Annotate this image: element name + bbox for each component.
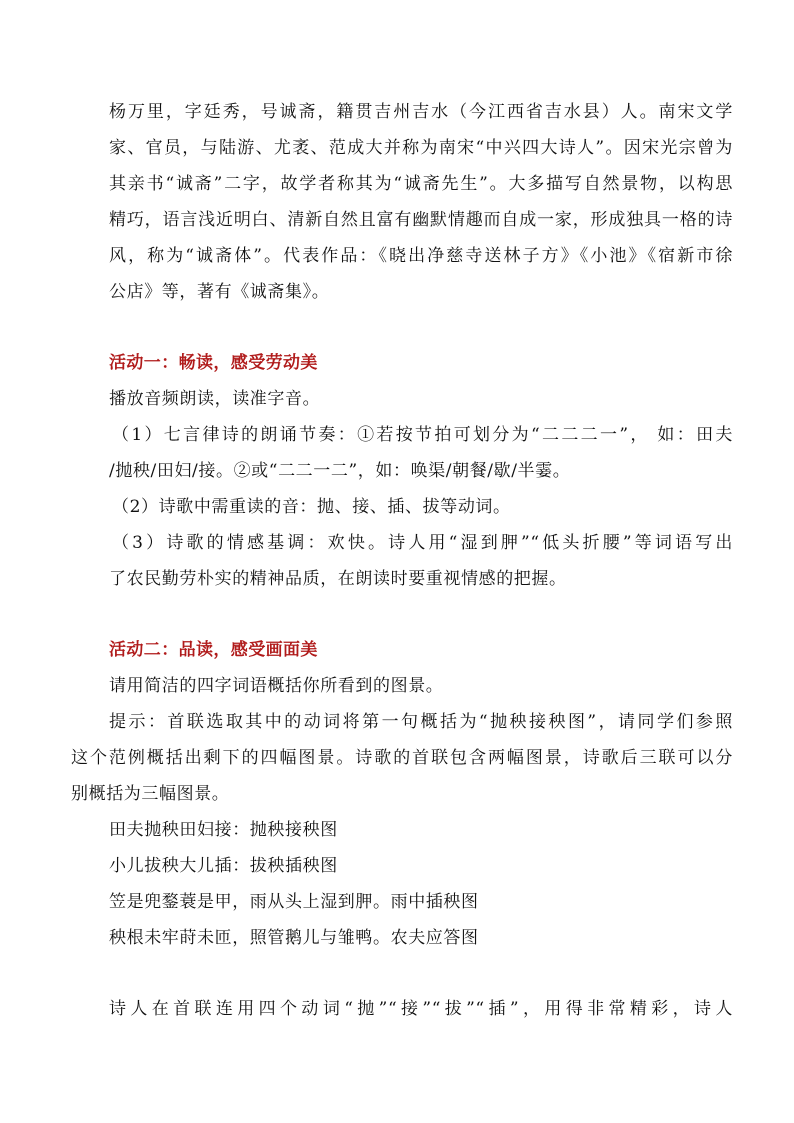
activity2-example: 秧根未牢莳未匝，照管鹅儿与雏鸭。农夫应答图	[109, 928, 479, 948]
activity1-rhythm-line: （1）七言律诗的朗诵节奏：①若按节拍可划分为“二二二一”， 如：田夫	[112, 425, 733, 445]
activity2-example: 小儿拔秧大儿插：拔秧插秧图	[109, 856, 338, 876]
activity1-heading: 活动一：畅读，感受劳动美	[109, 353, 318, 373]
activity1-rhythm-line: /抛秧/田妇/接。②或“二二一二”，如：唤渠/朝餐/歇/半霎。	[109, 461, 571, 481]
activity1-emotion-line: 了农民勤劳朴实的精神品质，在朗读时要重视情感的把握。	[109, 569, 567, 589]
activity2-instruction: 请用简洁的四字词语概括你所看到的图景。	[109, 676, 444, 696]
activity2-hint-line: 别概括为三幅图景。	[71, 784, 230, 804]
activity2-heading: 活动二：品读，感受画面美	[109, 640, 318, 660]
activity1-stress-line: （2）诗歌中需重读的音：抛、接、插、拔等动词。	[112, 497, 511, 517]
intro-line: 风，称为“诚斋体”。代表作品：《晓出净慈寺送林子方》《小池》《宿新市徐	[109, 246, 733, 266]
activity1-emotion-line: （3）诗歌的情感基调：欢快。诗人用“湿到胛”“低头折腰”等词语写出	[112, 533, 733, 553]
activity1-instruction: 播放音频朗读，读准字音。	[109, 389, 321, 409]
intro-line: 公店》等，著有《诚斋集》。	[109, 282, 330, 302]
activity2-hint-line: 提示：首联选取其中的动词将第一句概括为“抛秧接秧图”，请同学们参照	[109, 712, 733, 732]
intro-line: 家、官员，与陆游、尤袤、范成大并称为南宋“中兴四大诗人”。因宋光宗曾为	[109, 138, 733, 158]
activity2-example: 田夫抛秧田妇接：抛秧接秧图	[109, 820, 338, 840]
closing-line: 诗人在首联连用四个动词“抛”“接”“拔”“插”，用得非常精彩，诗人	[109, 999, 733, 1019]
intro-line: 精巧，语言浅近明白、清新自然且富有幽默情趣而自成一家，形成独具一格的诗	[109, 210, 733, 230]
intro-line: 其亲书“诚斋”二字，故学者称其为“诚斋先生”。大多描写自然景物，以构思	[109, 174, 733, 194]
activity2-example: 笠是兜鍪蓑是甲，雨从头上湿到胛。雨中插秧图	[109, 892, 479, 912]
activity2-hint-line: 这个范例概括出剩下的四幅图景。诗歌的首联包含两幅图景，诗歌后三联可以分	[71, 748, 733, 768]
intro-line: 杨万里，字廷秀，号诚斋，籍贯吉州吉水（今江西省吉水县）人。南宋文学	[109, 102, 733, 122]
